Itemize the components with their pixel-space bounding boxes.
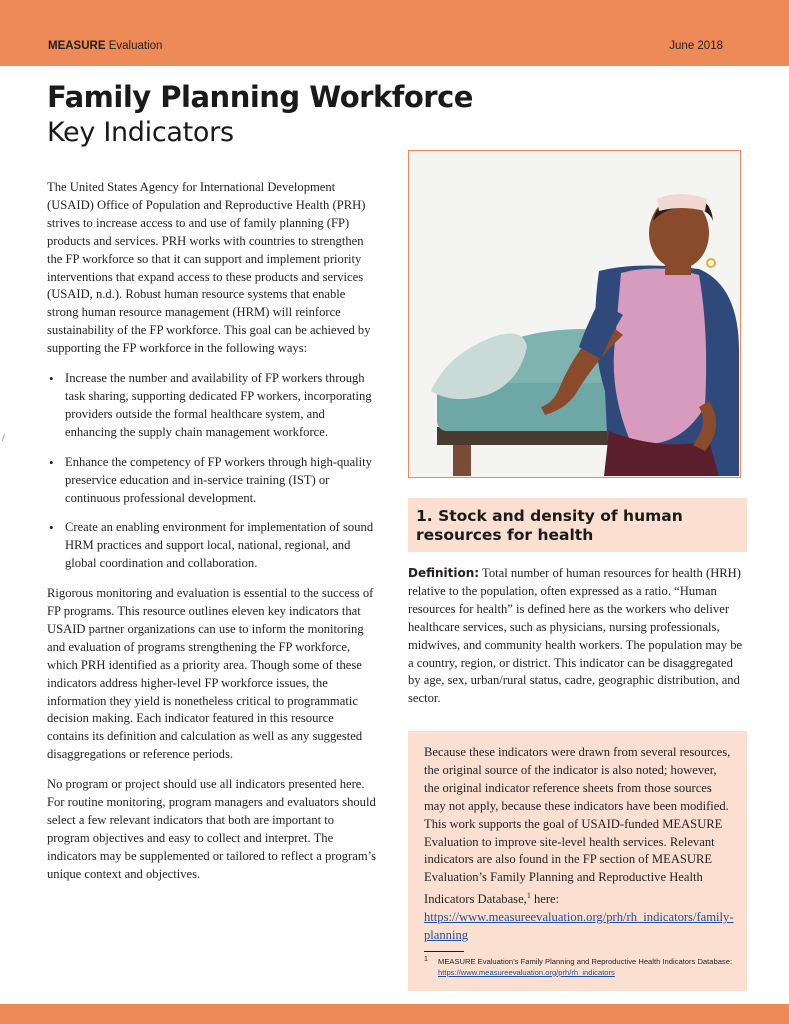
bullet-item: • Enhance the competency of FP workers through high-quality preservice education and in-service training (IST) or continuous professional development. (47, 454, 377, 508)
note-box (408, 731, 747, 991)
body-paragraph: Rigorous monitoring and evaluation is essential to the success of FP programs. This resource outlines eleven key indicators that USAID partner organizations can use to inform the monitoring and evaluation of programs strengthening the FP workforce, which PRH identified as a priority area. Though some of these indicators address higher-level FP workforce issues, the information they yield is nonetheless critical to programmatic decision making. Each indicator featured in this resource contains its definition and calculation as well as any suggested disaggregations or reference periods. (47, 586, 374, 762)
left-column (47, 179, 377, 896)
definition-label: Definition: (408, 566, 480, 580)
footnote: 1 MEASURE Evaluation’s Family Planning and Reproductive Health Indicators Database: https://www.measureevaluation.org/prh/rh_indicators (424, 956, 733, 977)
footer-bar (0, 1004, 789, 1024)
footnote-ref: 1 (526, 891, 531, 901)
brand-logo: MEASURE Evaluation (48, 40, 163, 52)
footnote-rule (424, 951, 464, 952)
definition-paragraph: Definition: Total number of human resources for health (HRH) relative to the population, often expressed as a ratio. “Human resources for health” is defined here as the workers who deliver healthcare services, such as physicians, nursing professionals, midwives, and community health workers. The population may be a country, region, or district. This indicator can be disaggregated by age, sex, urban/rural status, cadre, geographic distribution, and sector. (408, 566, 743, 706)
health-worker-illustration (408, 150, 741, 478)
note-text: Because these indicators were drawn from several resources, the original source of the indicator is also noted; however, the original indicator reference sheets from those sources may not apply, because these indicators have been modified. This work supports the goal of USAID-funded MEASURE Evaluation to improve site-level health services. Relevant indicators are also found in the FP section of MEASURE Evaluation’s Family Planning and Reproductive Health Indicators Database,$^1$ here: https://www.measureevaluation.org/prh/rh_indicators/family-planning (424, 745, 734, 943)
footnote-link[interactable]: https://www.measureevaluation.org/prh/rh_indicators (438, 967, 615, 977)
body-paragraph: No program or project should use all indicators presented here. For routine monitoring, program managers and evaluators should select a few relevant indicators that both are important to program objectives and easy to collect and interpret. The indicators may be supplemented or tailored to reflect a program’s unique context and objectives. (47, 777, 377, 881)
document-subtitle: Key Indicators (47, 117, 234, 148)
bullet-item: • Create an enabling environment for implementation of sound HRM practices and support local, national, regional, and global coordination and collaboration. (47, 519, 377, 573)
header-bar (0, 0, 789, 66)
health-worker-drawing (409, 151, 739, 476)
bullet-list (47, 370, 377, 573)
bullet-item: • Increase the number and availability of FP workers through task sharing, supporting dedicated FP workers, incorporating providers outside the formal healthcare system, and enhancing the supply chain management workforce. (47, 370, 377, 442)
document-title: Family Planning Workforce (47, 80, 473, 114)
intro-paragraph: The United States Agency for International Development (USAID) Office of Population and Reproductive Health (PRH) strives to increase access to and use of family planning (FP) products and services. PRH works with countries to strengthen the FP workforce so that it can support and implement priority interventions that expand access to these products and services (USAID, n.d.). Robust human resource systems that enable strong human resource management (HRM) will reinforce sustainability of the FP workforce. This goal can be achieved by supporting the FP workforce in the following ways: (47, 180, 371, 356)
section-heading: 1. Stock and density of human resources for health (408, 498, 747, 552)
margin-mark: / (2, 433, 5, 444)
indicators-database-link[interactable]: https://www.measureevaluation.org/prh/rh_indicators/family-planning (424, 910, 734, 943)
publication-date: June 2018 (669, 40, 723, 52)
